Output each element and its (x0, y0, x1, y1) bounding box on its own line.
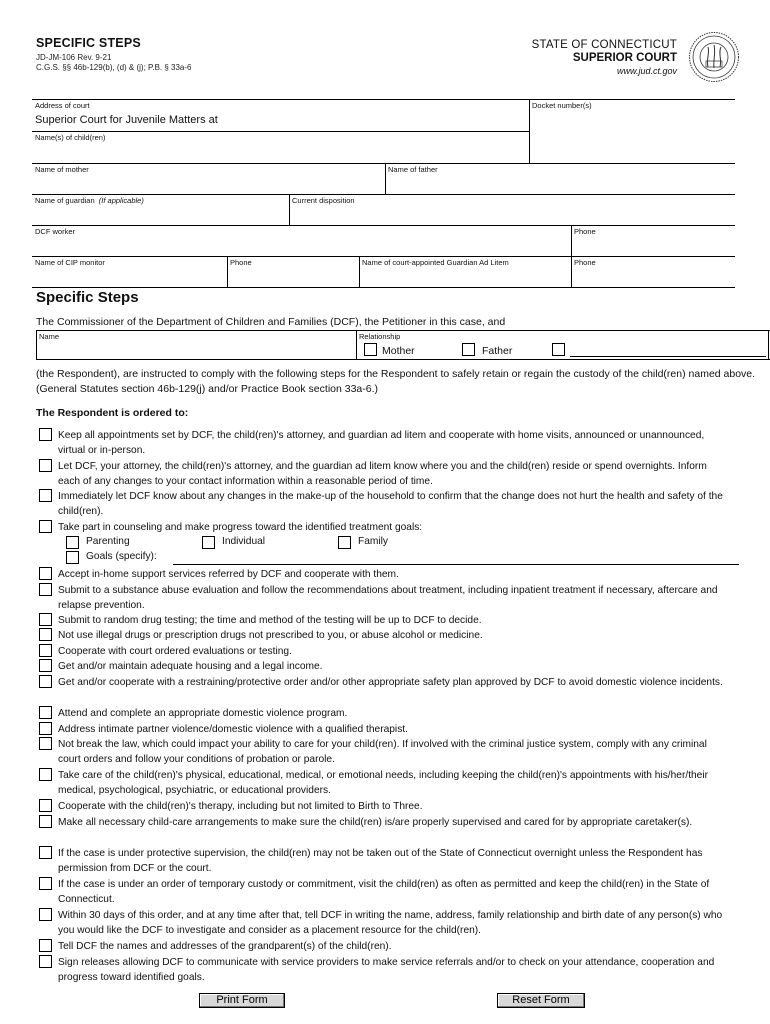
father-name-field[interactable] (385, 163, 735, 194)
step-text: Cooperate with the child(ren)'s therapy, including but not limited to Birth to Three. (58, 801, 423, 812)
respondent-name-label: Name (39, 332, 60, 341)
individual-checkbox[interactable] (202, 536, 215, 549)
step-text: Sign releases allowing DCF to communicate with service providers to make service referrals and/or to check on your attendance, cooperation and progress toward identified goals. (58, 957, 715, 983)
step-checkbox[interactable] (39, 737, 52, 750)
mother-option-label: Mother (382, 345, 415, 357)
section-title: Specific Steps (36, 289, 139, 306)
cip-phone-field[interactable] (227, 256, 359, 287)
step-text: Submit to random drug testing; the time and method of the testing will be up to DCF to decide. (58, 615, 482, 626)
individual-label: Individual (222, 536, 266, 547)
children-names-field[interactable] (32, 131, 529, 163)
state-seal-icon (688, 31, 740, 83)
step-text: Let DCF, your attorney, the child(ren)'s attorney, and the guardian ad litem know where you and the child(ren) reside or spend overnights. Inform each of any changes to your contact information within a reasonable period of time. (58, 461, 707, 487)
step-checkbox[interactable] (39, 939, 52, 952)
step-text: Take part in counseling and make progress toward the identified treatment goals: (58, 522, 423, 533)
other-relationship-line[interactable] (570, 356, 766, 357)
father-option-label: Father (482, 345, 513, 357)
court-address-label: Address of court (35, 101, 90, 110)
step-checkbox[interactable] (39, 799, 52, 812)
relationship-label: Relationship (359, 332, 401, 341)
guardian-name-field[interactable] (32, 194, 289, 225)
step-checkbox[interactable] (39, 613, 52, 626)
children-names-label: Name(s) of child(ren) (35, 133, 106, 142)
state-name: STATE OF CONNECTICUT (531, 39, 677, 51)
step-checkbox[interactable] (39, 520, 52, 533)
form-number: JD-JM-106 Rev. 9-21 (36, 53, 112, 62)
docket-number-label: Docket number(s) (532, 101, 592, 110)
step-checkbox[interactable] (39, 722, 52, 735)
print-form-button[interactable]: Print Form (199, 993, 285, 1008)
dcf-worker-label: DCF worker (35, 227, 76, 236)
other-relationship-checkbox[interactable] (552, 343, 565, 356)
dcf-phone-field[interactable] (571, 225, 735, 256)
step-text: Make all necessary child-care arrangements to make sure the child(ren) is/are properly supervised and cared for by appropriate caretaker(s). (58, 817, 693, 828)
step-text: Accept in-home support services referred by DCF and cooperate with them. (58, 569, 399, 580)
step-text: Not break the law, which could impact your ability to care for your child(ren). If involved with the criminal justice system, comply with any criminal court orders and follow your conditions of probation or parole. (58, 739, 707, 765)
goals-input-line[interactable] (173, 564, 739, 565)
step-checkbox[interactable] (39, 706, 52, 719)
father-name-label: Name of father (388, 165, 438, 174)
step-checkbox[interactable] (39, 459, 52, 472)
mother-name-field[interactable] (32, 163, 385, 194)
website: www.jud.ct.gov (616, 66, 677, 76)
step-checkbox[interactable] (39, 955, 52, 968)
gal-name-label: Name of court-appointed Guardian Ad Litem (362, 258, 509, 267)
court-name: SUPERIOR COURT (572, 52, 677, 64)
reset-form-button[interactable]: Reset Form (497, 993, 585, 1008)
court-address-field[interactable] (32, 99, 529, 131)
step-text: Submit to a substance abuse evaluation and follow the recommendations about treatment, including inpatient treatment if necessary, aftercare and relapse prevention. (58, 585, 718, 611)
form-title: SPECIFIC STEPS (36, 36, 141, 50)
step-checkbox[interactable] (39, 644, 52, 657)
step-checkbox[interactable] (39, 675, 52, 688)
father-checkbox[interactable] (462, 343, 475, 356)
parenting-label: Parenting (86, 536, 130, 547)
step-text: Get and/or maintain adequate housing and a legal income. (58, 661, 323, 672)
step-text: Take care of the child(ren)'s physical, educational, medical, or emotional needs, including keeping the child(ren)'s appointments with his/her/their medical, psychological, psychiatric, or educational providers. (58, 770, 709, 796)
step-checkbox[interactable] (39, 815, 52, 828)
step-text: Tell DCF the names and addresses of the grandparent(s) of the child(ren). (58, 941, 392, 952)
cip-monitor-label: Name of CIP monitor (35, 258, 105, 267)
step-text: Not use illegal drugs or prescription drugs not prescribed to you, or abuse alcohol or medicine. (58, 630, 483, 641)
dcf-worker-field[interactable] (32, 225, 571, 256)
step-checkbox[interactable] (39, 428, 52, 441)
ordered-heading: The Respondent is ordered to: (36, 407, 189, 419)
gal-phone-label: Phone (574, 258, 596, 267)
step-checkbox[interactable] (39, 846, 52, 859)
step-text: Immediately let DCF know about any changes in the make-up of the household to confirm that the change does not hurt the health and safety of the child(ren). (58, 491, 723, 517)
mother-name-label: Name of mother (35, 165, 89, 174)
docket-number-field[interactable] (529, 99, 735, 163)
step-checkbox[interactable] (39, 877, 52, 890)
family-label: Family (358, 536, 388, 547)
step-text: If the case is under an order of temporary custody or commitment, visit the child(ren) as often as permitted and keep the child(ren) in the State of Connecticut. (58, 879, 710, 905)
guardian-name-label: Name of guardian (If applicable) (35, 196, 144, 205)
step-text: Within 30 days of this order, and at any time after that, tell DCF in writing the name, address, family relationship and birth date of any person(s) who you would like the DCF to investigate and consider as a placement resource for the child(ren). (58, 910, 723, 936)
step-text: Attend and complete an appropriate domestic violence program. (58, 708, 348, 719)
guardian-note: (If applicable) (98, 196, 144, 205)
step-text: Address intimate partner violence/domestic violence with a qualified therapist. (58, 724, 408, 735)
cip-phone-label: Phone (230, 258, 252, 267)
step-checkbox[interactable] (39, 908, 52, 921)
step-text: Keep all appointments set by DCF, the child(ren)'s attorney, and guardian ad litem and cooperate with home visits, announced or unannounced, virtual or in-person. (58, 430, 705, 456)
goals-checkbox[interactable] (66, 551, 79, 564)
family-checkbox[interactable] (338, 536, 351, 549)
step-text: Cooperate with court ordered evaluations or testing. (58, 646, 292, 657)
step-checkbox[interactable] (39, 628, 52, 641)
dcf-phone-label: Phone (574, 227, 596, 236)
mother-checkbox[interactable] (364, 343, 377, 356)
current-disposition-field[interactable] (289, 194, 735, 225)
gal-phone-field[interactable] (571, 256, 735, 287)
parenting-checkbox[interactable] (66, 536, 79, 549)
respondent-name-field[interactable] (36, 330, 356, 360)
step-text: If the case is under protective supervision, the child(ren) may not be taken out of the State of Connecticut overnight unless the Respondent has permission from DCF or the court. (58, 848, 703, 874)
goals-label: Goals (specify): (86, 551, 157, 562)
intro-text: The Commissioner of the Department of Children and Families (DCF), the Petitioner in this case, and (36, 316, 506, 328)
current-disposition-label: Current disposition (292, 196, 355, 205)
court-address-value: Superior Court for Juvenile Matters at (35, 114, 218, 126)
cip-monitor-field[interactable] (32, 256, 227, 287)
step-checkbox[interactable] (39, 567, 52, 580)
step-checkbox[interactable] (39, 659, 52, 672)
step-checkbox[interactable] (39, 583, 52, 596)
step-text: Get and/or cooperate with a restraining/protective order and/or other appropriate safety plan approved by DCF to avoid domestic violence incidents. (58, 677, 723, 688)
step-checkbox[interactable] (39, 489, 52, 502)
statutes: C.G.S. §§ 46b-129(b), (d) & (j); P.B. § 33a-6 (36, 63, 192, 72)
gal-name-field[interactable] (359, 256, 571, 287)
step-checkbox[interactable] (39, 768, 52, 781)
instruction-text: (the Respondent), are instructed to comply with the following steps for the Respondent to safely retain or regain the custody of the child(ren) named above. (General Statutes section 46b-129(j) and/or Practice Book section 33a-6.) (36, 368, 756, 395)
